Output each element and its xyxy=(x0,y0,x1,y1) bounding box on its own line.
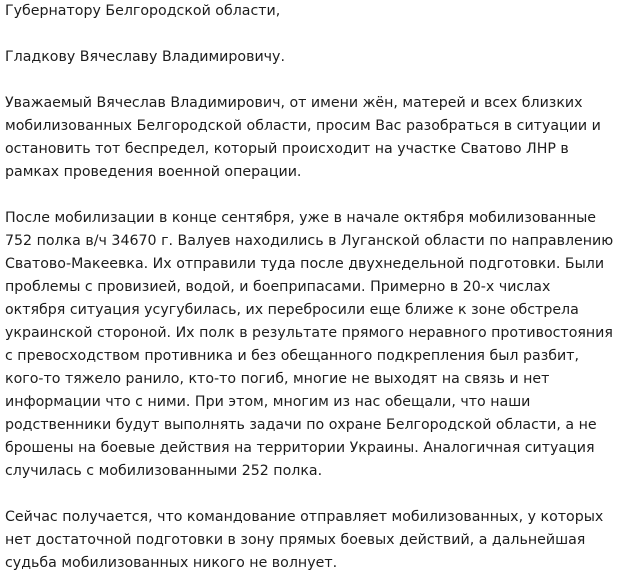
blank-line xyxy=(5,184,625,207)
paragraph-line: нет достаточной подготовки в зону прямых боевых действий, а дальнейшая xyxy=(5,532,586,548)
letter-document xyxy=(5,0,625,575)
paragraph-line: родственники будут выполнять задачи по охране Белгородской области, а не xyxy=(5,417,597,433)
paragraph-conclusion xyxy=(5,506,625,575)
paragraph-situation xyxy=(5,207,625,483)
paragraph-line: проблемы с провизией, водой, и боеприпасами. Примерно в 20-х числах xyxy=(5,279,551,295)
paragraph-line: кого-то тяжело ранило, кто-то погиб, многие не выходят на связь и нет xyxy=(5,371,550,387)
addressee-line: Губернатору Белгородской области, xyxy=(5,3,281,19)
paragraph-line: украинской стороной. Их полк в результате прямого неравного противостояния xyxy=(5,325,613,341)
blank-line xyxy=(5,483,625,506)
paragraph-line: информации что с ними. При этом, многим из нас обещали, что наши xyxy=(5,394,531,410)
paragraph-line: остановить тот беспредел, который происходит на участке Сватово ЛНР в xyxy=(5,141,569,157)
paragraph-line: брошены на боевые действия на территории Украины. Аналогичная ситуация xyxy=(5,440,595,456)
paragraph-line: мобилизованных Белгородской области, просим Вас разобраться в ситуации и xyxy=(5,118,601,134)
paragraph-line: Сейчас получается, что командование отправляет мобилизованных, у которых xyxy=(5,509,604,525)
paragraph-line: октября ситуация усугубилась, их перебросили еще ближе к зоне обстрела xyxy=(5,302,579,318)
addressee-name-line: Гладкову Вячеславу Владимировичу. xyxy=(5,49,285,65)
paragraph-line: Уважаемый Вячеслав Владимирович, от имени жён, матерей и всех близких xyxy=(5,95,583,111)
blank-line xyxy=(5,23,625,46)
paragraph-line: с превосходством противника и без обещанного подкрепления был разбит, xyxy=(5,348,579,364)
paragraph-line: После мобилизации в конце сентября, уже в начале октября мобилизованные xyxy=(5,210,597,226)
paragraph-appeal xyxy=(5,92,625,184)
paragraph-line: 752 полка в/ч 34670 г. Валуев находились в Луганской области по направлению xyxy=(5,233,614,249)
blank-line xyxy=(5,69,625,92)
paragraph-line: судьба мобилизованных никого не волнует. xyxy=(5,555,338,571)
paragraph-line: Сватово-Макеевка. Их отправили туда после двухнедельной подготовки. Были xyxy=(5,256,605,272)
paragraph-line: случилась с мобилизованными 252 полка. xyxy=(5,463,323,479)
paragraph-line: рамках проведения военной операции. xyxy=(5,164,302,180)
